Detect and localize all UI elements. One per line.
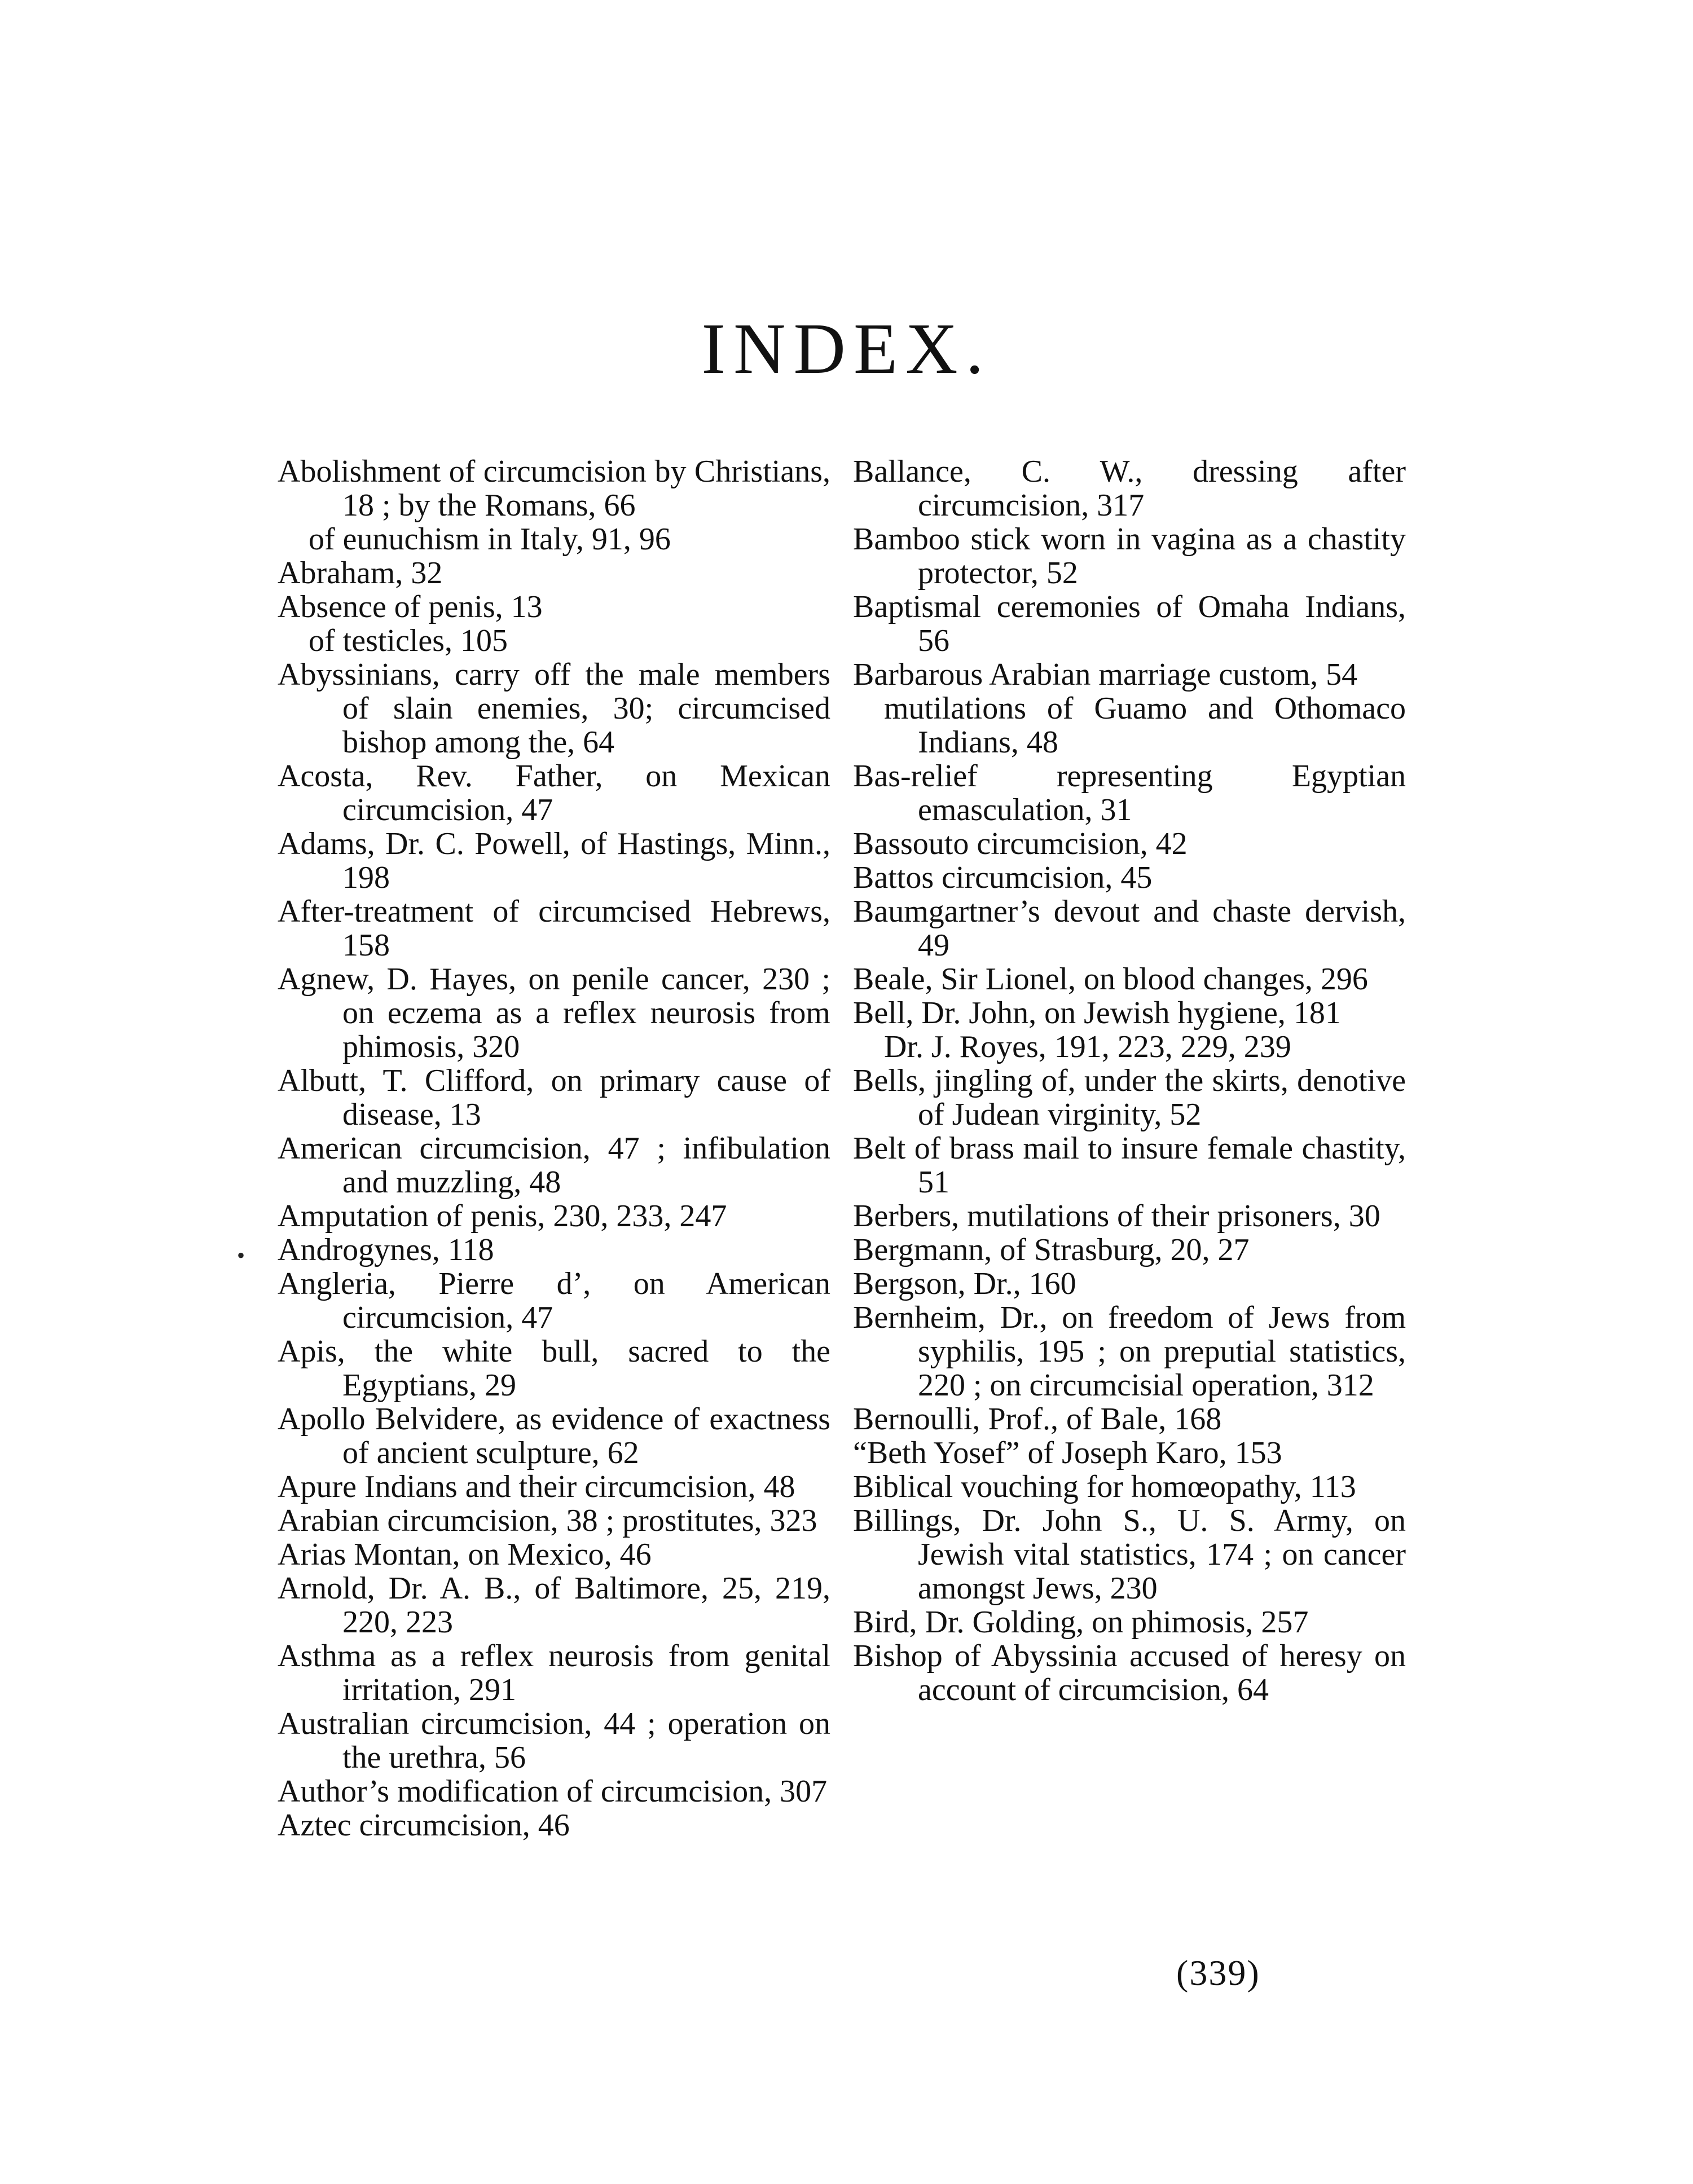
index-entry: Barbarous Arabian marriage custom, 54 [853,657,1358,692]
index-entry: Arabian circumcision, 38 ; prostitutes, 323 [278,1503,817,1538]
index-entry: Androgynes, 118 [278,1232,494,1267]
index-subentry: of eunuchism in Italy, 91, 96 [309,522,671,557]
index-entry: Asthma as a reflex neurosis from genital irritation, 291 [278,1639,830,1707]
index-entry: After-treatment of circumcised Hebrews, 158 [278,894,830,963]
index-entry: Bas-relief representing Egyptian emasculation, 31 [853,759,1406,827]
index-entry: Albutt, T. Clifford, on primary cause of disease, 13 [278,1063,830,1132]
index-column-left [278,455,830,1842]
page-title: INDEX. [701,308,992,389]
index-entry: Author’s modification of circumcision, 307 [278,1774,828,1809]
index-entry: Bird, Dr. Golding, on phimosis, 257 [853,1605,1309,1640]
index-entry: Agnew, D. Hayes, on penile cancer, 230 ; on eczema as a reflex neurosis from phimosis, 320 [278,962,830,1064]
index-entry: Bergson, Dr., 160 [853,1266,1076,1301]
index-entry: Abyssinians, carry off the male members of slain enemies, 30; circumcised bishop among the, 64 [278,657,830,760]
index-entry: Bishop of Abyssinia accused of heresy on account of circumcision, 64 [853,1639,1406,1707]
index-entry: Baptismal ceremonies of Omaha Indians, 56 [853,589,1406,658]
index-entry: Abraham, 32 [278,556,443,591]
index-entry: Ballance, C. W., dressing after circumcision, 317 [853,454,1406,523]
index-entry: “Beth Yosef” of Joseph Karo, 153 [853,1436,1282,1470]
index-entry: Apis, the white bull, sacred to the Egyptians, 29 [278,1334,830,1403]
index-entry: Biblical vouching for homœopathy, 113 [853,1469,1356,1504]
index-column-right [853,455,1406,1707]
index-entry: Baumgartner’s devout and chaste dervish, 49 [853,894,1406,963]
index-entry: Adams, Dr. C. Powell, of Hastings, Minn., 198 [278,826,830,895]
index-entry: Bassouto circumcision, 42 [853,826,1188,861]
index-entry: Acosta, Rev. Father, on Mexican circumcision, 47 [278,759,830,827]
index-entry: Bernheim, Dr., on freedom of Jews from syphilis, 195 ; on preputial statistics, 220 ; on circumcisial operation, 312 [853,1300,1406,1403]
index-entry: Bamboo stick worn in vagina as a chastity protector, 52 [853,522,1406,591]
index-entry: American circumcision, 47 ; infibulation and muzzling, 48 [278,1131,830,1200]
index-subentry: mutilations of Guamo and Othomaco Indians, 48 [884,691,1406,760]
index-entry: Bells, jingling of, under the skirts, denotive of Judean virginity, 52 [853,1063,1406,1132]
index-entry: Beale, Sir Lionel, on blood changes, 296 [853,962,1368,997]
index-entry: Bell, Dr. John, on Jewish hygiene, 181 [853,996,1341,1031]
index-entry: Apure Indians and their circumcision, 48 [278,1469,795,1504]
index-entry: Billings, Dr. John S., U. S. Army, on Jewish vital statistics, 174 ; on cancer amongst Jews, 230 [853,1503,1406,1606]
index-subentry: Dr. J. Royes, 191, 223, 229, 239 [884,1029,1291,1064]
margin-mark: • [237,1243,245,1268]
index-entry: Arnold, Dr. A. B., of Baltimore, 25, 219, 220, 223 [278,1571,830,1640]
index-entry: Bernoulli, Prof., of Bale, 168 [853,1402,1222,1437]
index-entry: Aztec circumcision, 46 [278,1808,570,1843]
index-entry: Angleria, Pierre d’, on American circumcision, 47 [278,1266,830,1335]
index-entry: Abolishment of circumcision by Christians, 18 ; by the Romans, 66 [278,454,830,523]
index-entry: Belt of brass mail to insure female chastity, 51 [853,1131,1406,1200]
index-entry: Arias Montan, on Mexico, 46 [278,1537,652,1572]
index-entry: Battos circumcision, 45 [853,860,1153,895]
index-entry: Apollo Belvidere, as evidence of exactness of ancient sculpture, 62 [278,1402,830,1470]
page-number: (339) [1176,1953,1260,1993]
index-entry: Amputation of penis, 230, 233, 247 [278,1199,727,1234]
index-subentry: of testicles, 105 [309,623,508,658]
index-entry: Absence of penis, 13 [278,589,543,624]
index-entry: Bergmann, of Strasburg, 20, 27 [853,1232,1250,1267]
index-entry: Australian circumcision, 44 ; operation on the urethra, 56 [278,1706,830,1775]
index-entry: Berbers, mutilations of their prisoners, 30 [853,1199,1380,1234]
